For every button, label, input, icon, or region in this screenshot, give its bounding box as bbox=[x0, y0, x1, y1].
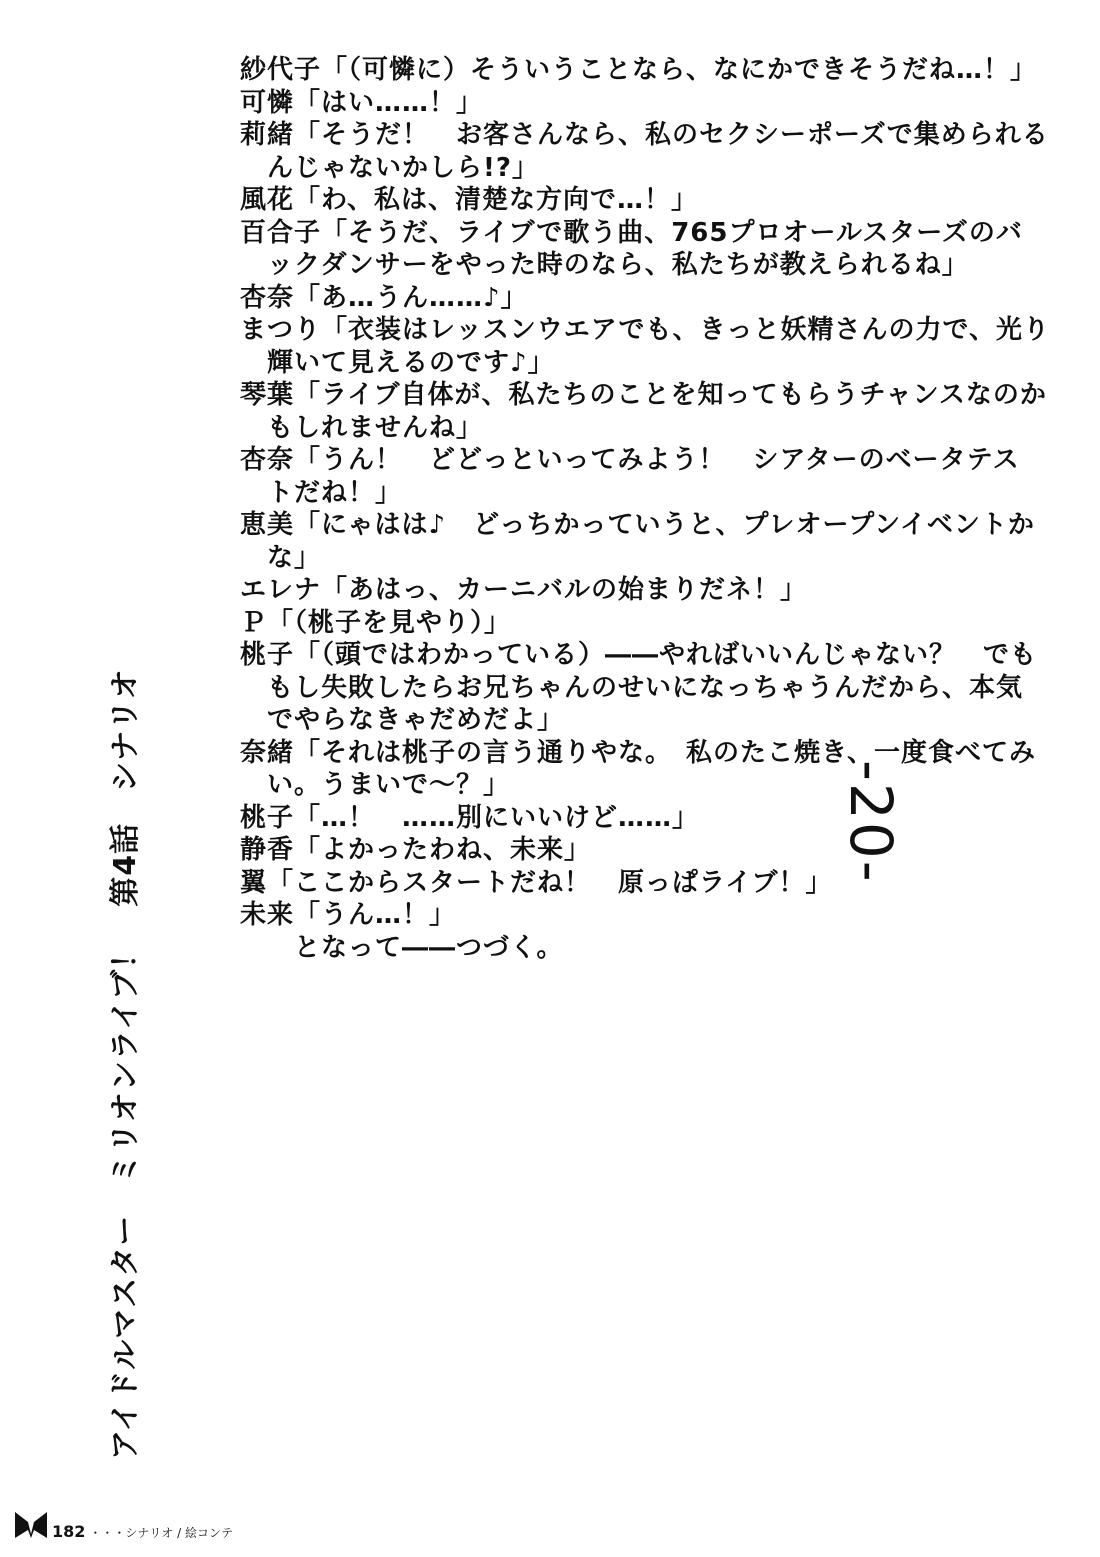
script-line: 可憐「はい……！」 bbox=[240, 87, 484, 118]
script-line: ックダンサーをやった時のなら、私たちが教えられるね」 bbox=[240, 250, 969, 280]
script-line: 風花「わ、私は、清楚な方向で…！」 bbox=[240, 185, 698, 215]
script-line: もしれませんね」 bbox=[240, 412, 484, 443]
book-title: アイドルマスター ミリオンライブ！ 第4話 シナリオ bbox=[108, 668, 143, 1460]
page-number: 182 bbox=[52, 1522, 86, 1541]
script-line: い。うまいで～？」 bbox=[240, 770, 511, 800]
script-line: 未来「うん…！」 bbox=[240, 900, 457, 930]
script-line: 杏奈「あ…うん……♪」 bbox=[240, 282, 528, 313]
script-line: 紗代子「（可憐に）そういうことなら、なにかできそうだね…！」 bbox=[240, 55, 1038, 85]
scene-number: -20- bbox=[837, 760, 905, 884]
page-footer bbox=[14, 1508, 233, 1540]
script-line: 杏奈「うん！ どどっといってみよう！ シアターのベータテス bbox=[240, 445, 1020, 475]
script-line: 奈緒「それは桃子の言う通りやな。 私のたこ焼き、一度食べてみ bbox=[240, 737, 1036, 768]
script-line: もし失敗したらお兄ちゃんのせいになっちゃうんだから、本気 bbox=[240, 672, 1024, 703]
script-line: んじゃないかしら!?」 bbox=[240, 152, 539, 183]
script-line: 桃子「…！ ……別にいいけど……」 bbox=[240, 802, 700, 833]
script-line: トだね！」 bbox=[240, 477, 403, 508]
script-line: 琴葉「ライブ自体が、私たちのことを知ってもらうチャンスなのか bbox=[240, 380, 1047, 410]
script-line: となって――つづく。 bbox=[240, 932, 564, 963]
script-line: Ｐ「（桃子を見やり）」 bbox=[240, 607, 512, 638]
script-line: でやらなきゃだめだよ」 bbox=[240, 705, 565, 735]
script-line: 静香「よかったわね、未来」 bbox=[240, 835, 592, 865]
script-line: 恵美「にゃはは♪ どっちかっていうと、プレオープンイベントか bbox=[240, 510, 1035, 540]
section-label: ・・・シナリオ / 絵コンテ bbox=[89, 1526, 233, 1540]
script-line: まつり「衣装はレッスンウエアでも、きっと妖精さんの力で、光り bbox=[240, 315, 1051, 345]
script-line: 輝いて見えるのです♪」 bbox=[240, 347, 555, 378]
book-mark-icon bbox=[14, 1508, 48, 1540]
script-line: 桃子「（頭ではわかっている）――やればいいんじゃない？ でも bbox=[240, 640, 1038, 670]
script-line: 百合子「そうだ、ライブで歌う曲、765プロオールスターズのバ bbox=[240, 217, 1023, 248]
script-line: 翼「ここからスタートだね！ 原っぱライブ！」 bbox=[240, 867, 833, 898]
script-line: エレナ「あはっ、カーニバルの始まりだネ！」 bbox=[240, 575, 808, 605]
script-line: 莉緒「そうだ！ お客さんなら、私のセクシーポーズで集められる bbox=[240, 120, 1049, 150]
script-line: な」 bbox=[240, 542, 322, 573]
